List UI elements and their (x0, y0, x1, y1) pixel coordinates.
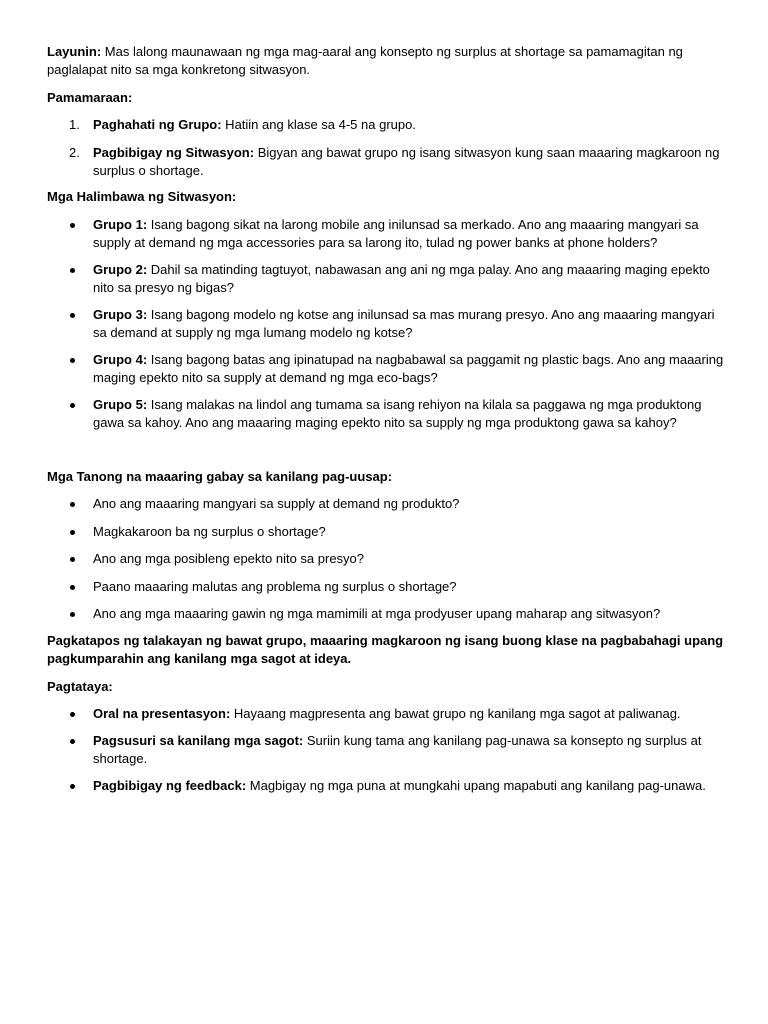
bullet-icon (70, 530, 75, 535)
assessment-text: Magbigay ng mga puna at mungkahi upang mapabuti ang kanilang pag-unawa. (246, 778, 706, 793)
assessment-label: Pagbibigay ng feedback: (93, 778, 247, 793)
bullet-icon (70, 403, 75, 408)
example-item (93, 351, 725, 387)
question-item (93, 495, 725, 513)
example-text: Isang bagong sikat na larong mobile ang inilunsad sa merkado. Ano ang maaaring mangyari sa supply at demand ng mga accessories para sa larong ito, tulad ng power banks at phone holders? (93, 217, 699, 250)
bullet-icon (70, 358, 75, 363)
step-label: Paghahati ng Grupo: (93, 117, 222, 132)
bullet-icon (70, 557, 75, 562)
objective-paragraph (47, 43, 727, 79)
assessment-label: Pagsusuri sa kanilang mga sagot: (93, 733, 304, 748)
step-number: 1. (69, 117, 80, 132)
bullet-icon (70, 585, 75, 590)
example-text: Dahil sa matinding tagtuyot, nabawasan ang ani ng mga palay. Ano ang maaaring maging epekto nito sa presyo ng bigas? (93, 262, 710, 295)
question-text: Ano ang mga maaaring gawin ng mga mamimili at mga prodyuser upang maharap ang sitwasyon? (93, 606, 661, 621)
question-item (93, 605, 725, 623)
question-item (93, 550, 725, 568)
question-item (93, 523, 725, 541)
question-text: Ano ang maaaring mangyari sa supply at demand ng produkto? (93, 496, 460, 511)
after-discussion-paragraph: Pagkatapos ng talakayan ng bawat grupo, maaaring magkaroon ng isang buong klase na pagbabahagi upang pagkumparahin ang kanilang mga sagot at ideya. (47, 633, 724, 666)
step-label: Pagbibigay ng Sitwasyon: (93, 145, 255, 160)
bullet-icon (70, 223, 75, 228)
assessment-text: Hayaang magpresenta ang bawat grupo ng kanilang mga sagot at paliwanag. (230, 706, 681, 721)
example-text: Isang malakas na lindol ang tumama sa isang rehiyon na kilala sa paggawa ng mga produktong gawa sa kahoy. Ano ang maaaring maging epekto nito sa supply ng mga produktong gawa sa kahoy? (93, 397, 702, 430)
assessment-label: Oral na presentasyon: (93, 706, 231, 721)
example-label: Grupo 5: (93, 397, 148, 412)
example-item (93, 261, 725, 297)
example-item (93, 216, 725, 252)
example-text: Isang bagong batas ang ipinatupad na nagbabawal sa paggamit ng plastic bags. Ano ang maaaring maging epekto nito sa supply at demand ng mga eco-bags? (93, 352, 724, 385)
example-label: Grupo 2: (93, 262, 148, 277)
question-text: Paano maaaring malutas ang problema ng surplus o shortage? (93, 579, 457, 594)
bullet-icon (70, 784, 75, 789)
bullet-icon (70, 712, 75, 717)
assessment-item (93, 777, 725, 795)
step-text: Bigyan ang bawat grupo ng isang sitwasyon kung saan maaaring magkaroon ng surplus o shortage. (93, 145, 720, 178)
bullet-icon (70, 268, 75, 273)
assessment-text: Suriin kung tama ang kanilang pag-unawa sa konsepto ng surplus at shortage. (93, 733, 702, 766)
questions-heading: Mga Tanong na maaaring gabay sa kanilang pag-uusap: (47, 469, 393, 484)
bullet-icon (70, 739, 75, 744)
assessment-item (93, 732, 725, 768)
procedure-heading: Pamamaraan: (47, 90, 133, 105)
examples-heading: Mga Halimbawa ng Sitwasyon: (47, 189, 237, 204)
question-text: Magkakaroon ba ng surplus o shortage? (93, 524, 326, 539)
bullet-icon (70, 502, 75, 507)
assessment-item (93, 705, 725, 723)
objective-text: Mas lalong maunawaan ng mga mag-aaral ang konsepto ng surplus at shortage sa pamamagitan ng paglalapat nito sa mga konkretong sitwasyon. (47, 44, 683, 77)
question-text: Ano ang mga posibleng epekto nito sa presyo? (93, 551, 365, 566)
example-label: Grupo 4: (93, 352, 148, 367)
procedure-step (69, 144, 725, 180)
example-item (93, 396, 733, 432)
bullet-icon (70, 612, 75, 617)
example-text: Isang bagong modelo ng kotse ang inilunsad sa mas murang presyo. Ano ang maaaring mangyari sa demand at supply ng mga lumang modelo ng kotse? (93, 307, 715, 340)
procedure-step (69, 116, 725, 134)
example-label: Grupo 3: (93, 307, 148, 322)
assessment-heading: Pagtataya: (47, 679, 113, 694)
bullet-icon (70, 313, 75, 318)
question-item (93, 578, 725, 596)
example-item (93, 306, 725, 342)
example-label: Grupo 1: (93, 217, 148, 232)
step-number: 2. (69, 145, 80, 160)
objective-label: Layunin: (47, 44, 102, 59)
step-text: Hatiin ang klase sa 4-5 na grupo. (221, 117, 416, 132)
